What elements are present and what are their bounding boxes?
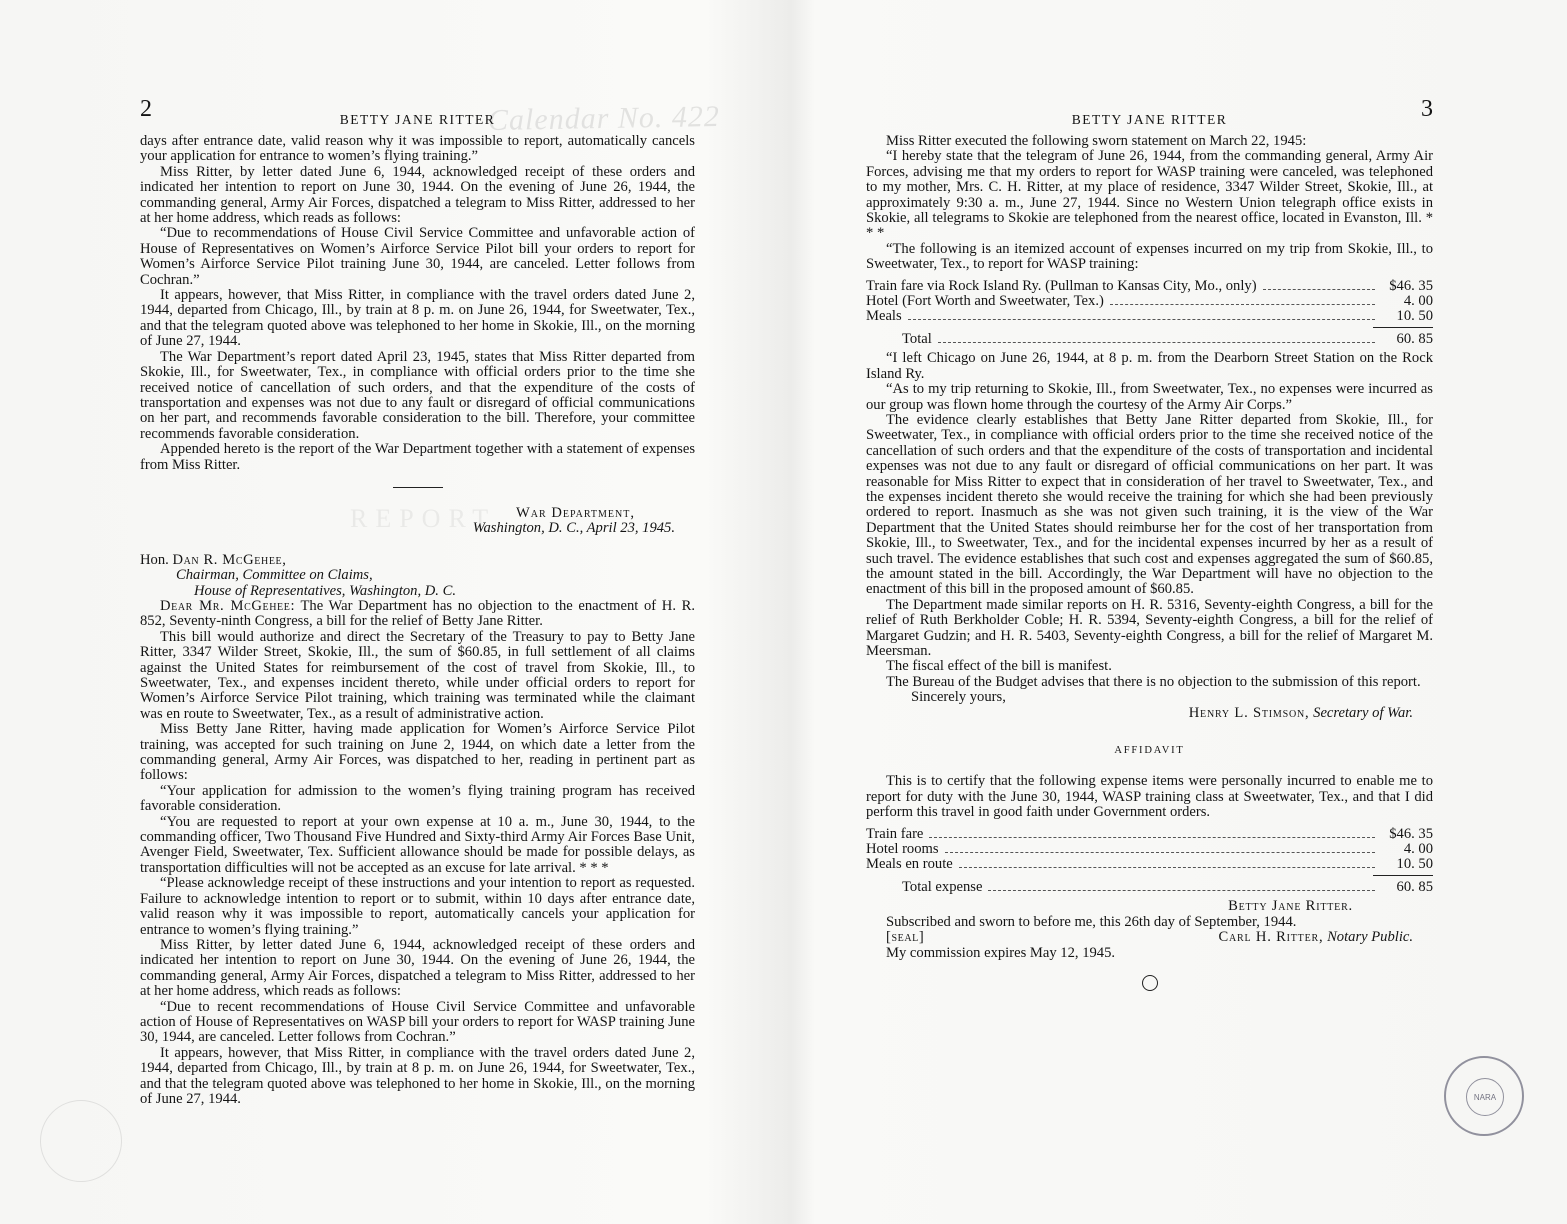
expense-row [866,827,1433,842]
salutation-body: The War Department has no objection to the enactment of H. R. 852, Seventy-ninth Congress, a bill for the relief of Betty Jane Ritter. [140,597,695,630]
page-2 [140,96,695,1107]
page-number: 2 [140,96,152,122]
quoted-letter: “You are requested to report at your own expense at 10 a. m., June 30, 1944, to the commanding officer, Two Thousand Five Hundred and Sixty-third Army Air Forces Base Unit, Avenger Field, Sweetwater, Tex. Sufficient allowance should be made for possible delays, as transportation difficulties will not be accepted as an excuse for late arrival. * * * [140,813,695,876]
paragraph: This bill would authorize and direct the Secretary of the Treasury to pay to Betty Jane Ritter, 3347 Wilder Street, Skokie, Ill., the sum of $60.85, in full settlement of all claims against the United States for reimbursement of the cost of travel from Skokie, Ill., to Sweetwater, Tex., and expenses incident thereto, while under official orders to report for Women’s Airforce Service Pilot training, which training was terminated while the claimant was en route to Sweetwater, Tex., as a result of administrative action. [140,628,695,722]
paragraph: days after entrance date, valid reason why it was impossible to report, automatically cancels your application for entrance to women’s flying training.” [140,133,695,165]
letter-heading [140,506,695,537]
department-name: War Department, [516,504,635,521]
expense-row [866,309,1433,324]
expense-amount: 10. 50 [1396,856,1433,873]
expense-label: Meals en route [866,856,953,873]
paragraph: The Department made similar reports on H. R. 5316, Seventy-eighth Congress, a bill for the relief of Ruth Berkholder Coble; H. R. 5394, Seventy-eighth Congress, a bill for the relief of Margaret Gudzin; and H. R. 5403, Seventy-eighth Congress, a bill for the relief of Margaret M. Meersman. [866,596,1433,659]
paragraph: The evidence clearly establishes that Betty Jane Ritter departed from Skokie, Ill., for Sweetwater, Tex., in compliance with official orders prior to the time she received notice of the cancellation of such orders and that the expenditure of the costs of transportation and incidental expenses was not due to any fault or disregard of official communications on her part. It was reasonable for Miss Ritter to expect that in consideration of her travel to Sweetwater, Tex., and the expenses incident thereto she would receive the training for which she had been previously ordered to report. Inasmuch as she was not given such training, it is the view of the War Department that the United States should reimburse her for the cost of her transportation from Skokie, Ill., to Sweetwater, Tex., and for the incidental expenses incurred by her as a result of such travel. The evidence establishes that such cost and expenses aggregated the sum of $60.85, the amount stated in the bill. Accordingly, the War Department will have no objection to the enactment of this bill in the proposed amount of $60.85. [866,411,1433,598]
paragraph: The Bureau of the Budget advises that there is no objection to the submission of this report. [886,673,1421,690]
expense-amount: 10. 50 [1396,308,1433,325]
faint-seal-mark [40,1100,122,1182]
sworn-text: Subscribed and sworn to before me, this 26th day of September, 1944. [886,913,1297,930]
notary-name: Carl H. Ritter, [1218,929,1324,946]
page-number: 3 [1421,96,1433,122]
expense-amount: $46. 35 [1389,277,1433,294]
notary-title: Notary Public. [1327,929,1413,946]
expense-table [866,279,1433,348]
total-label: Total [902,330,932,347]
nara-library-stamp [1444,1056,1524,1136]
dot-leader [908,318,1375,320]
sworn-statement: “As to my trip returning to Skokie, Ill., from Sweetwater, Tex., no expenses were incurred as our group was flown home through the courtesy of the Army Air Corps.” [866,381,1433,413]
quoted-telegram: “Due to recommendations of House Civil Service Committee and unfavorable action of House of Representatives on Women’s Airforce Service Pilot bill your orders to report for Women’s Airforce Service Pilot training June 30, 1944, are canceled. Letter follows from Cochran.” [140,225,695,288]
expense-total-row [866,332,1433,347]
affidavit-expense-table [866,827,1433,896]
seal-label: [seal] [886,929,925,946]
letter-closing: Sincerely yours, [911,689,1006,706]
dot-leader [1263,288,1375,290]
expense-amount: 4. 00 [1403,841,1433,858]
sworn-statement: “I left Chicago on June 26, 1944, at 8 p. m. from the Dearborn Street Station on the Rock Island Ry. [866,350,1433,382]
dot-leader [959,866,1375,868]
paragraph: It appears, however, that Miss Ritter, in compliance with the travel orders dated June 2, 1944, departed from Chicago, Ill., by train at 8 p. m. on June 26, 1944, for Sweetwater, Tex., and that the telegram quoted above was telephoned to her home in Skokie, Ill., on the morning of June 27, 1944. [140,1044,695,1107]
end-of-document-circle-icon [1142,975,1158,991]
running-head-title: BETTY JANE RITTER [1071,112,1228,127]
total-label: Total expense [902,878,983,895]
affiant-signature: Betty Jane Ritter. [1228,898,1353,915]
expense-row [866,294,1433,309]
running-head [866,96,1433,134]
sworn-statement: “I hereby state that the telegram of June 26, 1944, from the commanding general, Army Air Forces, advising me that my orders to report for WASP training were canceled, was telephoned to my mother, Mrs. C. H. Ritter, at my place of residence, 3347 Wilder Street, Skokie, Ill., at approximately 9:30 a. m., June 27, 1944. Since no Western Union telegraph office exists in Skokie, all telegrams to Skokie are telephoned from the nearest office, located in Evanston, Ill. * * * [866,148,1433,242]
total-amount: 60. 85 [1396,878,1433,895]
quoted-telegram: “Due to recent recommendations of House Civil Service Committee and unfavorable action of House of Representatives on WASP bill your orders to report for WASP training June 30, 1944, are canceled. Letter follows from Cochran.” [140,998,695,1046]
expense-row [866,279,1433,294]
page-3 [866,96,1433,991]
addressee-name: Dan R. McGehee, [172,551,287,568]
expense-label: Hotel rooms [866,841,939,858]
expense-total-row [866,880,1433,895]
quoted-letter: “Please acknowledge receipt of these instructions and your intention to report as requested. Failure to acknowledge intention to report or to submit, within 10 days after entrance date, valid reason why it was impossible to report, automatically cancels your application for entrance to women’s flying training.” [140,875,695,938]
addressee-title: Chairman, Committee on Claims, [176,567,373,584]
running-head-title: BETTY JANE RITTER [339,112,496,127]
addressee-block [140,553,695,599]
total-rule [1373,875,1433,876]
paragraph: Miss Betty Jane Ritter, having made application for Women’s Airforce Service Pilot training, was accepted for such training on June 2, 1944, on which date a letter from the commanding general, Army Air Forces, was dispatched to her, reading in pertinent part as follows: [140,721,695,784]
dot-leader [945,851,1375,853]
notary-block [1218,930,1413,945]
expense-label: Hotel (Fort Worth and Sweetwater, Tex.) [866,293,1104,310]
salutation-paragraph [140,599,695,630]
sworn-statement: “The following is an itemized account of expenses incurred on my trip from Skokie, Ill., to Sweetwater, Tex., to report for WASP training: [866,240,1433,273]
commission-expiry: My commission expires May 12, 1945. [886,944,1116,961]
paragraph: The War Department’s report dated April 23, 1945, states that Miss Ritter departed from Skokie, Ill., for Sweetwater, Tex., in compliance with official orders prior to the time she received notice of cancellation of such orders, and that the expenditure of the costs of transportation and expenses was not due to any fault or disregard of official communications on her part, and recommends favorable consideration to the bill. Therefore, your committee recommends favorable consideration. [140,348,695,442]
paragraph: Miss Ritter, by letter dated June 6, 1944, acknowledged receipt of these orders and indicated her intention to report on June 30, 1944. On the evening of June 26, 1944, the commanding general, Army Air Forces, dispatched a telegram to Miss Ritter, addressed to her at her home address, which reads as follows: [140,936,695,1000]
paragraph: Miss Ritter, by letter dated June 6, 1944, acknowledged receipt of these orders and indicated her intention to report on June 30, 1944. On the evening of June 26, 1944, the commanding general, Army Air Forces, dispatched a telegram to Miss Ritter, addressed to her at her home address, which reads as follows: [140,163,695,227]
letter-date: Washington, D. C., April 23, 1945. [472,520,675,537]
paragraph: The fiscal effect of the bill is manifest. [886,658,1112,675]
dot-leader [1110,303,1375,305]
notary-row [866,930,1433,945]
section-divider [393,487,443,488]
paragraph: Appended hereto is the report of the War Department together with a statement of expenses from Miss Ritter. [140,441,695,473]
signer-title: Secretary of War. [1313,704,1413,721]
paragraph: Miss Ritter executed the following sworn statement on March 22, 1945: [886,133,1307,149]
dot-leader [938,341,1375,343]
expense-amount: $46. 35 [1389,825,1433,842]
total-rule [1373,327,1433,328]
quoted-letter: “Your application for admission to the women’s flying training program has received favorable consideration. [140,782,695,815]
affidavit-heading: AFFIDAVIT [1114,745,1185,757]
expense-label: Train fare via Rock Island Ry. (Pullman to Kansas City, Mo., only) [866,277,1257,294]
expense-row [866,857,1433,872]
affidavit-text: This is to certify that the following expense items were personally incurred to enable me to report for duty with the June 30, 1944, WASP training class at Sweetwater, Tex., and that I did perform this travel in good faith under Government orders. [866,773,1433,821]
dot-leader [988,889,1375,891]
expense-row [866,842,1433,857]
dot-leader [929,836,1375,838]
paragraph: It appears, however, that Miss Ritter, in compliance with the travel orders dated June 2, 1944, departed from Chicago, Ill., by train at 8 p. m. on June 26, 1944, for Sweetwater, Tex., and that the telegram quoted above was telephoned to her home in Skokie, Ill., on the morning of June 27, 1944. [140,287,695,350]
total-amount: 60. 85 [1396,330,1433,347]
addressee-prefix: Hon. [140,551,173,568]
running-head [140,96,695,134]
salutation: Dear Mr. McGehee: [160,597,296,614]
signer-name: Henry L. Stimson, [1188,704,1310,721]
expense-label: Train fare [866,825,924,842]
bleed-through-report-text: REPORT [350,504,497,533]
bleed-through-calendar-text: Calendar No. 422 [487,99,721,138]
expense-label: Meals [866,308,902,325]
expense-amount: 4. 00 [1403,293,1433,310]
addressee-location: House of Representatives, Washington, D. C. [194,582,456,599]
signature-block [866,706,1433,721]
nara-stamp-center: NARA [1466,1078,1504,1116]
